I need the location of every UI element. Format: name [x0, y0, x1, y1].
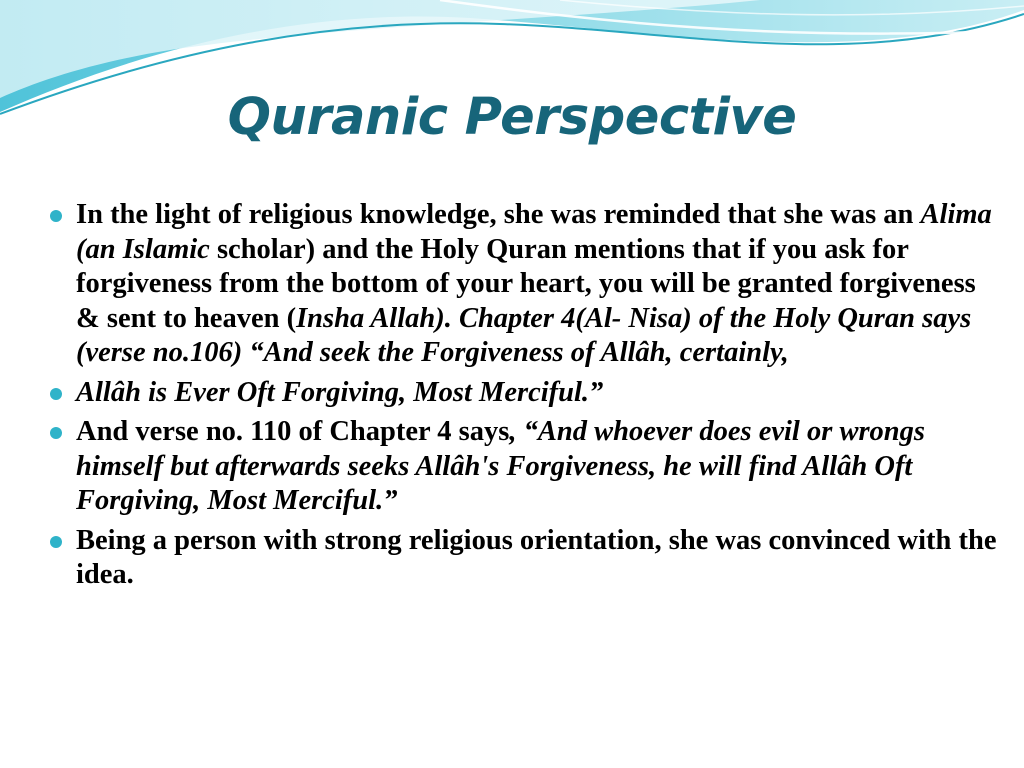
bullet-1-text: In the light of religious knowledge, she was reminded that she was an — [76, 199, 921, 230]
bullet-dot-icon — [50, 210, 62, 222]
bullet-1-italic-a: Alima (an Islamic — [76, 199, 992, 265]
bullet-item-4 — [48, 524, 1000, 593]
bullet-item-1 — [48, 198, 1000, 371]
bullet-dot-icon — [50, 427, 62, 439]
bullet-item-3 — [48, 415, 1000, 519]
slide-title: Quranic Perspective — [227, 88, 797, 147]
bullet-dot-icon — [50, 388, 62, 400]
bullet-dot-icon — [50, 536, 62, 548]
bullet-3-quote: , “And whoever does evil or wrongs himself but afterwards seeks Allâh's Forgiveness, he will find Allâh Oft Forgiving, Most Merciful.” — [76, 416, 925, 516]
bullet-item-2 — [48, 376, 1000, 411]
bullet-2-text: Allâh is Ever Oft Forgiving, Most Merciful.” — [76, 376, 604, 408]
bullet-1-text-b: scholar) and the Holy Quran mentions that if you ask for forgiveness from the bottom of your heart, you will be granted forgiveness & sent to heaven ( — [76, 233, 976, 334]
bullet-1-italic-b: Insha Allah). Chapter 4(Al- Nisa) of the Holy Quran says (verse no.106) “And seek the Forgiveness of Allâh, certainly, — [76, 302, 972, 368]
bullet-list — [48, 198, 1000, 598]
bullet-3-text: And verse no. 110 of Chapter 4 says — [76, 416, 510, 447]
bullet-4-text: Being a person with strong religious orientation, she was convinced with the idea. — [76, 524, 997, 590]
